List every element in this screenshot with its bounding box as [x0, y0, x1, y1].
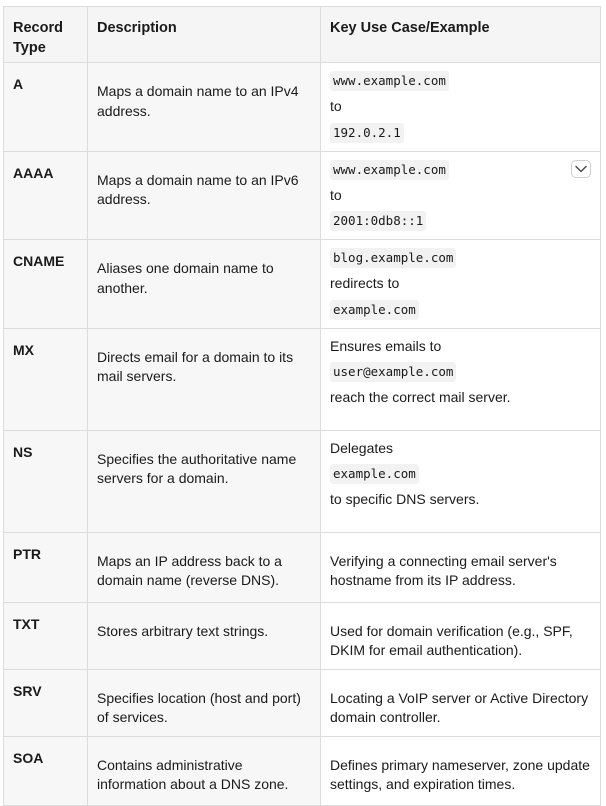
record-type-cell: MX [4, 328, 88, 430]
use-case-line [330, 274, 591, 294]
description-cell: Contains administrative information about a DNS zone. [88, 736, 321, 805]
use-case-line [330, 689, 591, 728]
use-case-line [330, 490, 591, 510]
record-type-cell: AAAA [4, 151, 88, 240]
use-case-cell [321, 669, 601, 736]
table-row [4, 63, 601, 152]
description-cell: Specifies location (host and port) of services. [88, 669, 321, 736]
use-case-text: Used for domain verification (e.g., SPF, DKIM for email authentication). [330, 622, 573, 658]
use-case-text: Verifying a connecting email server's hostname from its IP address. [330, 552, 557, 588]
use-case-line [330, 186, 591, 206]
use-case-text: Locating a VoIP server or Active Directory domain controller. [330, 689, 589, 725]
table-body [4, 63, 601, 806]
use-case-cell [321, 240, 601, 329]
use-case-line [330, 71, 591, 91]
record-type-cell: NS [4, 430, 88, 532]
inline-code: example.com [330, 300, 419, 320]
header-key-use-case: Key Use Case/Example [321, 7, 601, 63]
use-case-text: Defines primary nameserver, zone update settings, and expiration times. [330, 756, 590, 792]
use-case-line [330, 248, 591, 268]
record-type-cell: PTR [4, 532, 88, 602]
record-type-cell: CNAME [4, 240, 88, 329]
record-type-cell: SOA [4, 736, 88, 805]
description-cell: Directs email for a domain to its mail servers. [88, 328, 321, 430]
use-case-cell [321, 430, 601, 532]
table-row [4, 669, 601, 736]
use-case-line [330, 97, 591, 117]
use-case-text: Delegates [330, 439, 394, 456]
dns-record-types-table [3, 6, 601, 806]
use-case-line [330, 464, 591, 484]
table-row [4, 151, 601, 240]
record-type-cell: A [4, 63, 88, 152]
inline-code: 192.0.2.1 [330, 123, 404, 143]
use-case-cell [321, 602, 601, 669]
inline-code: www.example.com [330, 160, 449, 180]
inline-code: 2001:0db8::1 [330, 211, 426, 231]
use-case-line [330, 160, 591, 180]
use-case-line [330, 211, 591, 231]
table-row [4, 602, 601, 669]
use-case-cell [321, 151, 601, 240]
use-case-line [330, 756, 591, 795]
use-case-text: to [330, 186, 342, 203]
header-row [4, 7, 601, 63]
use-case-cell [321, 328, 601, 430]
header-description: Description [88, 7, 321, 63]
use-case-line [330, 362, 591, 382]
chevron-down-icon[interactable] [571, 160, 591, 178]
use-case-text: redirects to [330, 275, 400, 291]
use-case-text: Ensures emails to [330, 337, 442, 354]
use-case-line [330, 337, 591, 357]
use-case-line [330, 439, 591, 459]
use-case-line [330, 388, 591, 408]
use-case-line [330, 622, 591, 661]
use-case-line [330, 123, 591, 143]
use-case-text: to specific DNS servers. [330, 491, 480, 507]
description-cell: Stores arbitrary text strings. [88, 602, 321, 669]
description-cell: Specifies the authoritative name servers for a domain. [88, 430, 321, 532]
table-row [4, 430, 601, 532]
table-header [4, 7, 601, 63]
description-cell: Maps a domain name to an IPv4 address. [88, 63, 321, 152]
inline-code: example.com [330, 464, 419, 484]
record-type-cell: TXT [4, 602, 88, 669]
table-row [4, 532, 601, 602]
description-cell: Aliases one domain name to another. [88, 240, 321, 329]
table-row [4, 240, 601, 329]
header-record-type: Record Type [4, 7, 88, 63]
use-case-line [330, 552, 591, 591]
table-row [4, 328, 601, 430]
use-case-text: reach the correct mail server. [330, 389, 511, 405]
inline-code: blog.example.com [330, 248, 456, 268]
description-cell: Maps an IP address back to a domain name (reverse DNS). [88, 532, 321, 602]
use-case-text: to [330, 98, 342, 114]
table-row [4, 736, 601, 805]
use-case-cell [321, 63, 601, 152]
inline-code: www.example.com [330, 71, 449, 91]
use-case-line [330, 300, 591, 320]
record-type-cell: SRV [4, 669, 88, 736]
use-case-cell [321, 736, 601, 805]
inline-code: user@example.com [330, 362, 456, 382]
description-cell: Maps a domain name to an IPv6 address. [88, 151, 321, 240]
use-case-cell [321, 532, 601, 602]
